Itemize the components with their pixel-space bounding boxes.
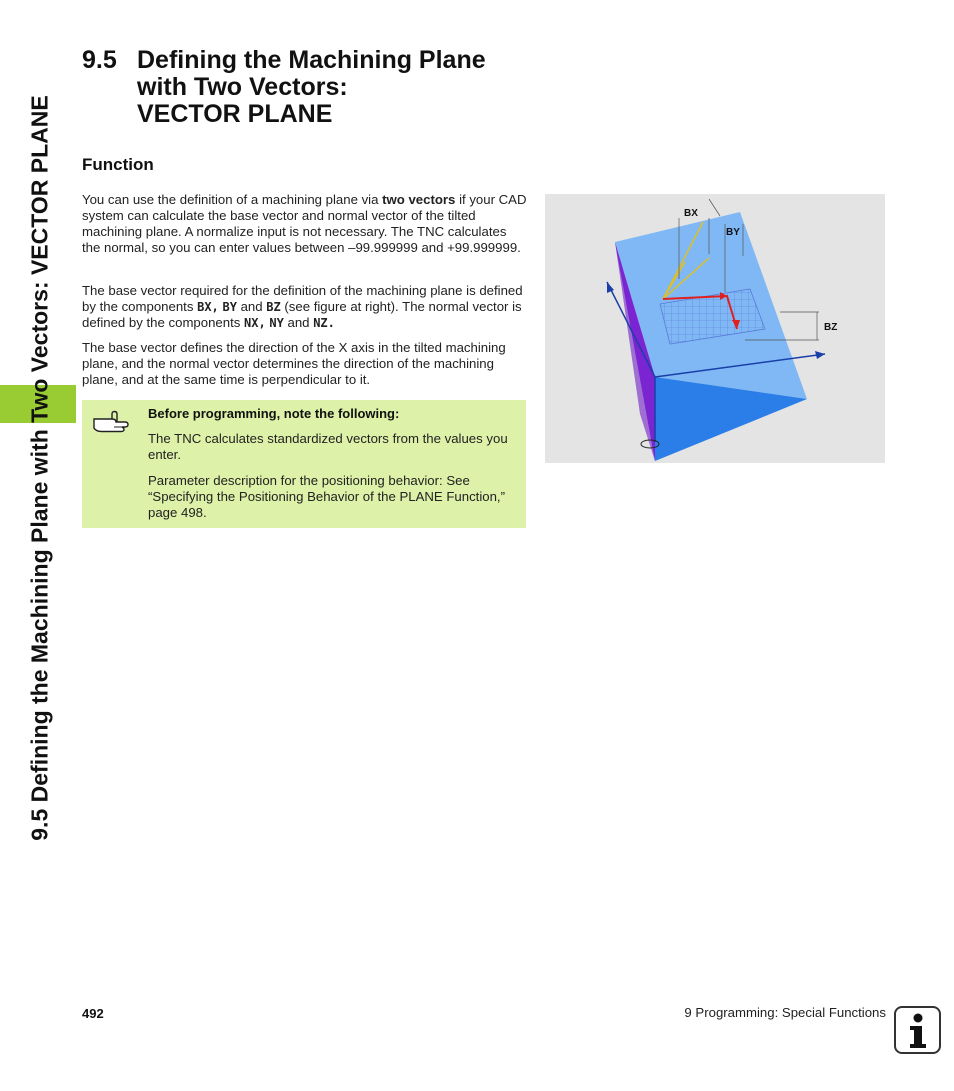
text-run: (see figure at right). The normal vector is defined by the components — [82, 299, 522, 330]
info-icon — [894, 1006, 941, 1054]
paragraph-two-vectors — [82, 192, 527, 256]
code-bz: BZ — [266, 300, 281, 314]
code-nz: NZ. — [313, 316, 335, 330]
code-by: BY — [222, 300, 237, 314]
code-ny: NY — [269, 316, 284, 330]
text-run: The base vector required for the definition of the machining plane is defined by the components — [82, 283, 523, 314]
paragraph-axis-definition: The base vector defines the direction of the X axis in the tilted machining plane, and the normal vector determines the direction of the machining plane, and at the same time is perpendicular to it. — [82, 340, 506, 387]
text-run: if your CAD system can calculate the base vector and normal vector of the tilted machining plane. A normalize input is not necessary. The TNC calculates the normal, so you can enter values between –99.999999 and +99.999999. — [82, 192, 527, 255]
note-paragraph-2: Parameter description for the positioning behavior: See “Specifying the Positioning Behavior of the PLANE Function,” page 498. — [148, 473, 505, 520]
code-bx: BX, — [197, 300, 219, 314]
note-title: Before programming, note the following: — [148, 406, 400, 421]
vector-plane-figure — [545, 194, 885, 463]
sidebar-chapter-title: 9.5 Defining the Machining Plane with Two Vectors: VECTOR PLANE — [26, 95, 53, 841]
vector-plane-diagram — [545, 194, 885, 463]
section-title-line-2: with Two Vectors: — [137, 73, 348, 101]
note-paragraph-1: The TNC calculates standardized vectors from the values you enter. — [148, 431, 508, 462]
pointing-hand-icon — [92, 410, 130, 439]
section-number: 9.5 — [82, 46, 117, 74]
subsection-heading: Function — [82, 155, 154, 174]
bx-dim-arrow — [709, 199, 720, 216]
axis-z-arrow — [607, 282, 614, 293]
note-box — [82, 400, 526, 528]
label-bz: BZ — [824, 322, 838, 333]
text-run: You can use the definition of a machining plane via — [82, 192, 383, 207]
axis-x-arrow — [815, 351, 825, 359]
text-run: and — [283, 315, 314, 330]
section-title-line-1: Defining the Machining Plane — [137, 46, 486, 74]
section-title — [137, 47, 486, 128]
label-by: BY — [726, 227, 740, 238]
label-bx: BX — [684, 208, 698, 219]
code-nx: NX, — [244, 316, 266, 330]
section-title-line-3: VECTOR PLANE — [137, 100, 333, 128]
info-glyph — [896, 1008, 939, 1052]
page-number: 492 — [82, 1006, 104, 1021]
bold-term: two vectors — [382, 192, 456, 207]
paragraph-base-vector — [82, 283, 527, 331]
text-run: and — [236, 299, 267, 314]
chapter-footer: 9 Programming: Special Functions — [684, 1005, 886, 1020]
